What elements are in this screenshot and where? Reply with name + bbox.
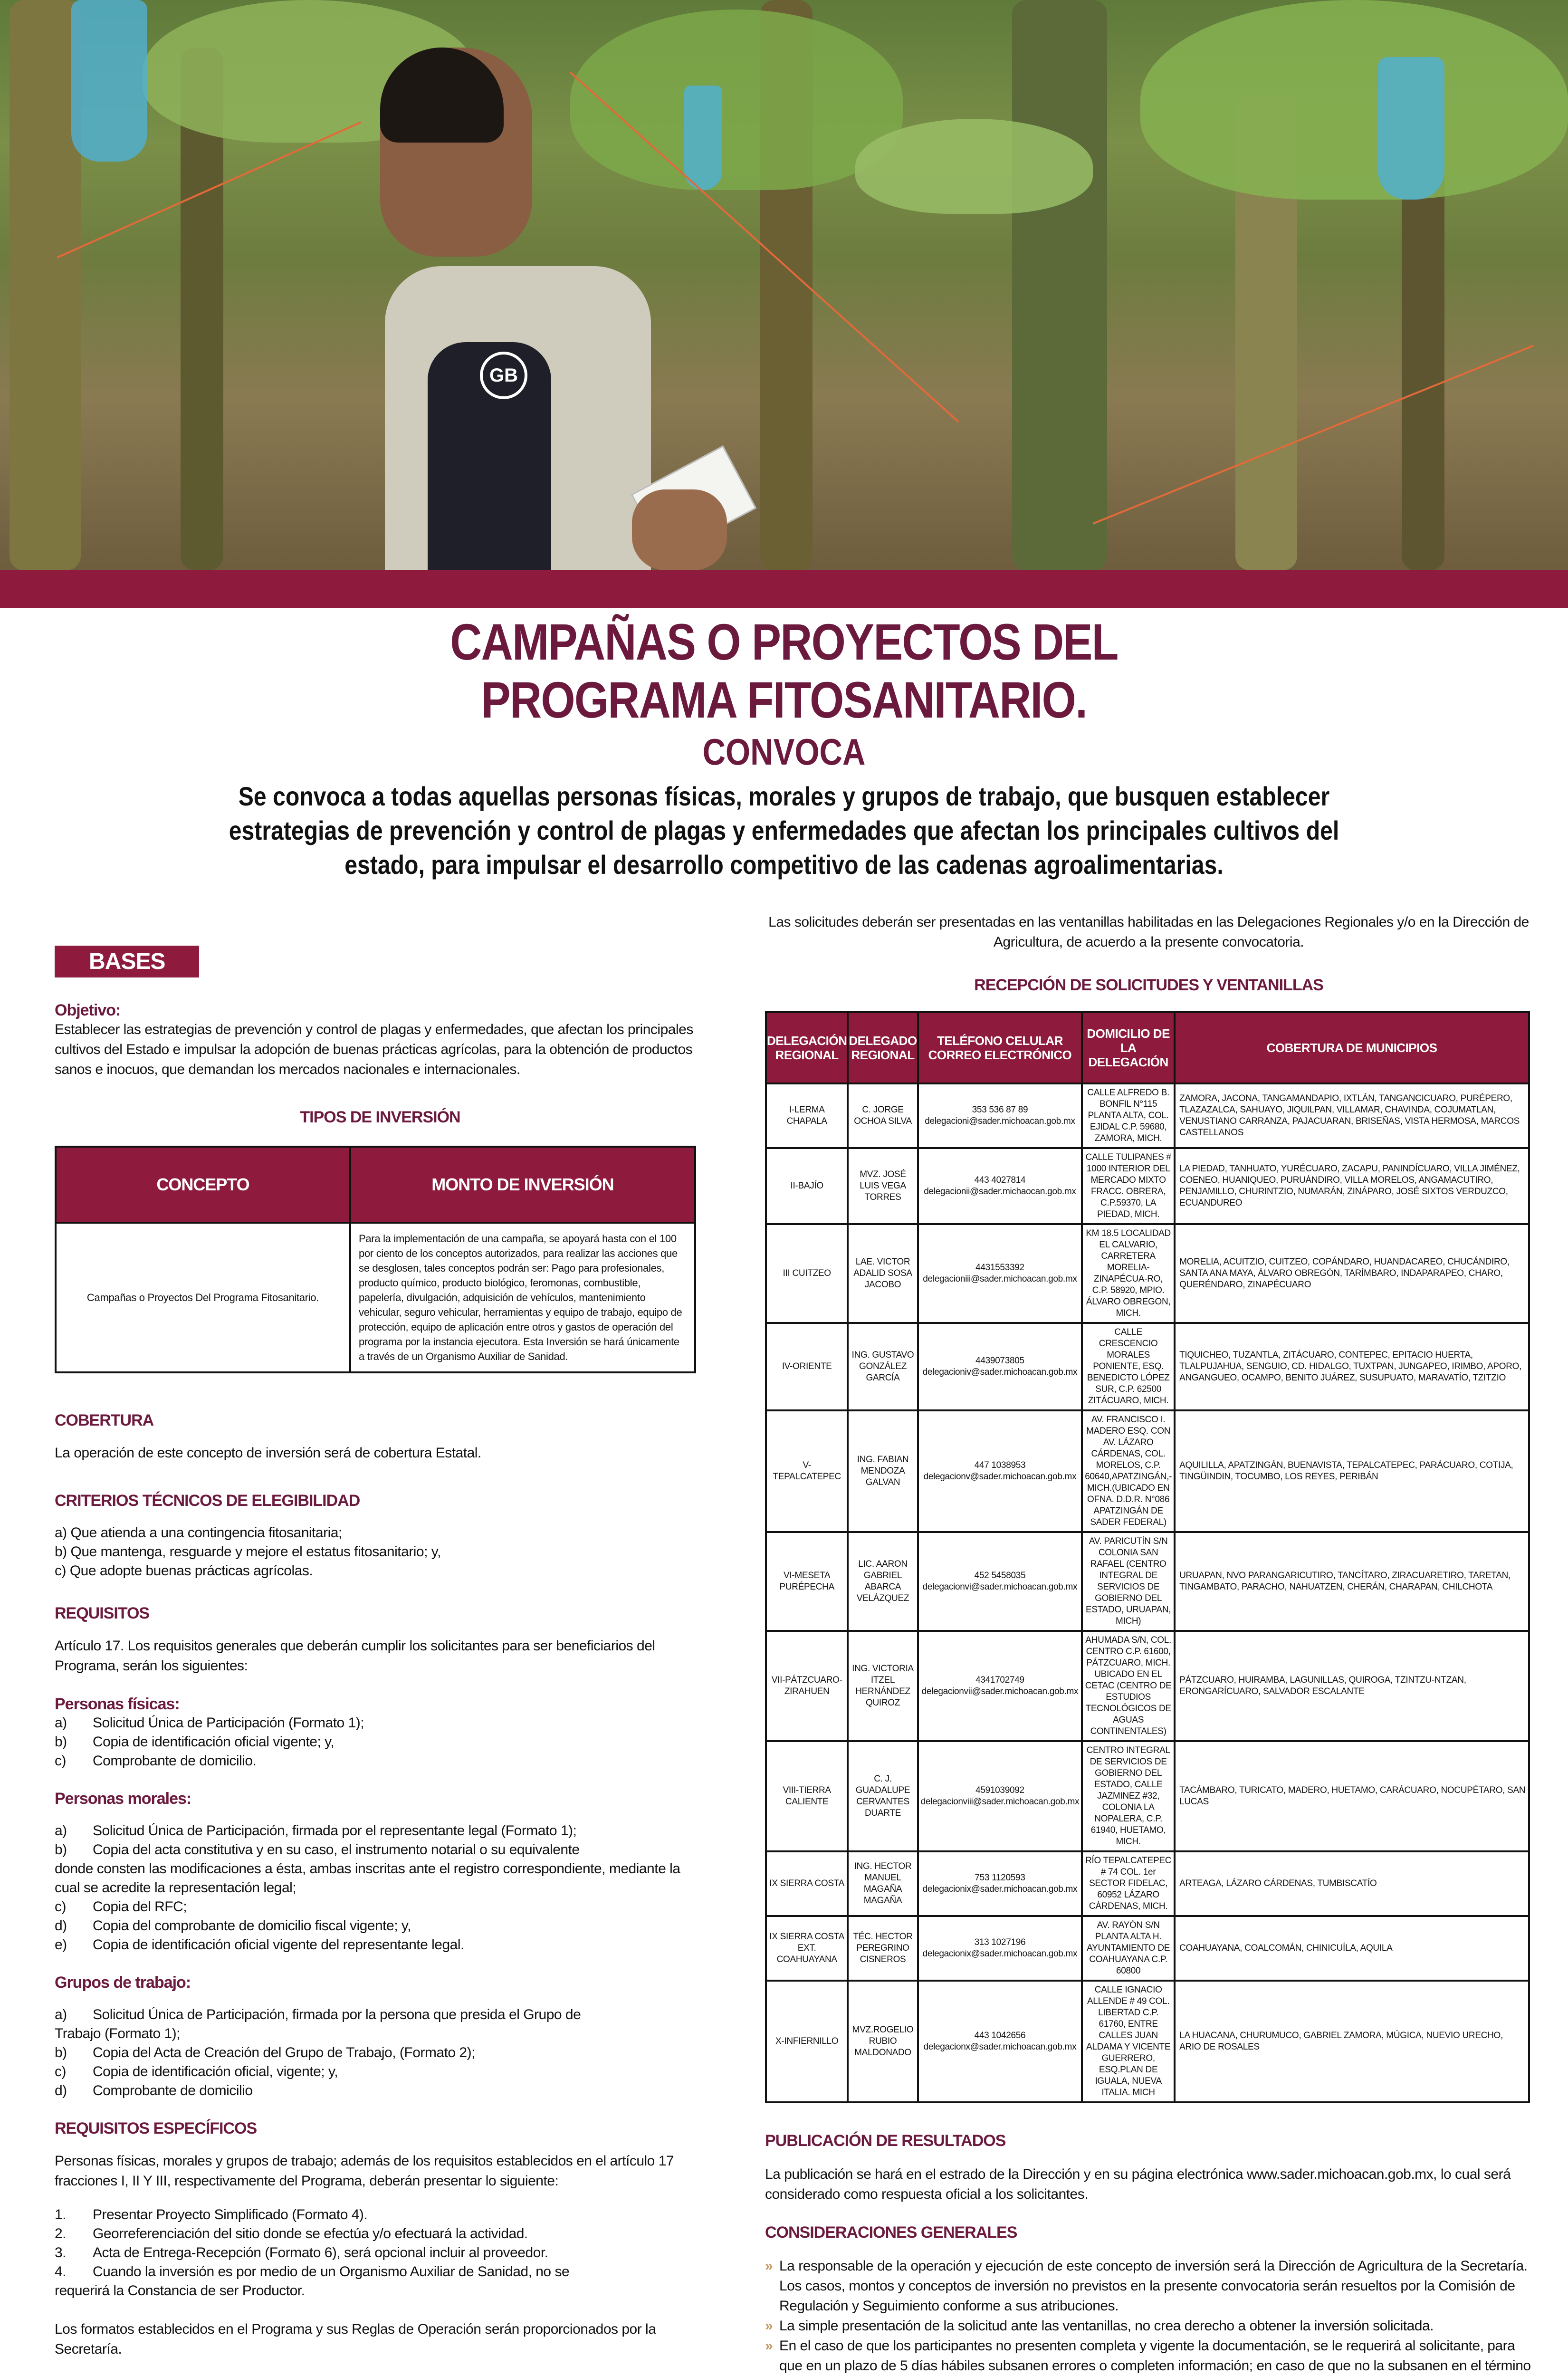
- title-block: [0, 613, 1568, 882]
- list-text-continued: requerirá la Constancia de ser Productor.: [55, 2283, 305, 2299]
- phone: 443 1042656: [974, 2031, 1026, 2041]
- list-item: [55, 1897, 706, 1916]
- phone: 447 1038953: [974, 1460, 1026, 1470]
- morales-list: [55, 1821, 706, 1954]
- contact-cell: [918, 1916, 1082, 1981]
- delegado-cell: ING. GUSTAVO GONZÁLEZ GARCÍA: [848, 1323, 918, 1410]
- region-cell: IX SIERRA COSTA: [766, 1851, 848, 1916]
- region-cell: VII-PÁTZCUARO-ZIRAHUEN: [766, 1631, 848, 1741]
- list-text-continued: Trabajo (Formato 1);: [55, 2026, 180, 2041]
- list-item: [55, 2005, 706, 2024]
- orange-rope: [1092, 345, 1534, 525]
- domicilio-cell: CALLE CRESCENCIO MORALES PONIENTE, ESQ. BENEDICTO LÓPEZ SUR, C.P. 62500 ZITÁCUARO, MICH.: [1082, 1323, 1175, 1410]
- municipios-cell: TIQUICHEO, TUZANTLA, ZITÁCUARO, CONTEPEC, EPITACIO HUERTA, TLALPUJAHUA, SENGUIO, CD. HIDALGO, TUXTPAN, JUNGAPEO, IRIMBO, APORO, ANGANGUEO, OCAMPO, BENITO JUÁREZ, SUSUPUATO, MARAVATÍO, TZITZIO: [1175, 1323, 1529, 1410]
- municipios-cell: URUAPAN, NVO PARANGARICUTIRO, TANCÍTARO, ZIRACUARETIRO, TARETAN, TINGAMBATO, PARACHO, NAHUATZEN, CHERÁN, CHARAPAN, CHILCHOTA: [1175, 1532, 1529, 1631]
- region-cell: V-TEPALCATEPEC: [766, 1410, 848, 1532]
- list-item: [55, 1821, 706, 1840]
- region-cell: IX SIERRA COSTA EXT. COAHUAYANA: [766, 1916, 848, 1981]
- criterios-list: [55, 1523, 706, 1581]
- double-chevron-icon: »: [765, 2338, 773, 2354]
- list-item: [55, 2224, 706, 2243]
- domicilio-cell: AV. RAYÓN S/N PLANTA ALTA H. AYUNTAMIENTO DE COAHUAYANA C.P. 60800: [1082, 1916, 1175, 1981]
- list-marker: b): [55, 1842, 67, 1858]
- email-link[interactable]: delegacionvii@sader.michoacan.gob.mx: [921, 1686, 1079, 1696]
- person-hand: [632, 489, 727, 570]
- list-marker: b): [55, 1734, 67, 1750]
- cobertura-title: COBERTURA: [55, 1411, 154, 1429]
- phone: 4431553392: [975, 1263, 1024, 1273]
- phone: 452 5458035: [974, 1571, 1026, 1581]
- objetivo-text: Establecer las estrategias de prevención y control de plagas y enfermedades, que afectan los principales cultivos del Estado e impulsar la adopción de buenas prácticas agrícolas, para la obtención de productos sanos e inocuos, que demandan los mercados nacionales e internacionales.: [55, 1022, 693, 1077]
- list-item: [55, 1935, 706, 1954]
- list-text: Copia del RFC;: [93, 1899, 187, 1915]
- list-item: [55, 2081, 706, 2100]
- domicilio-cell: RÍO TEPALCATEPEC # 74 COL. 1er SECTOR FIDELAC, 60952 LÁZARO CÁRDENAS, MICH.: [1082, 1851, 1175, 1916]
- email-link[interactable]: delegacionx@sader.michoacan.gob.mx: [923, 2042, 1077, 2052]
- list-text: Copia del Acta de Creación del Grupo de Trabajo, (Formato 2);: [93, 2045, 475, 2060]
- domicilio-cell: CALLE IGNACIO ALLENDE # 49 COL. LIBERTAD C.P. 61760, ENTRE CALLES JUAN ALDAMA Y VICENTE GUERRERO, ESQ.PLAN DE IGUALA, NUEVA ITALIA. MICH: [1082, 1981, 1175, 2102]
- list-item: [55, 1752, 706, 1771]
- delegations-table: [765, 1011, 1530, 2103]
- especificos-list: [55, 2205, 706, 2300]
- banana-trunk: [1012, 0, 1107, 570]
- contact-cell: [918, 1410, 1082, 1532]
- municipios-cell: TACÁMBARO, TURICATO, MADERO, HUETAMO, CARÁCUARO, NOCUPÉTARO, SAN LUCAS: [1175, 1741, 1529, 1851]
- table-row: [766, 1631, 1529, 1741]
- contact-cell: [918, 1083, 1082, 1148]
- page-title: [110, 613, 1458, 729]
- double-chevron-icon: »: [765, 2318, 773, 2334]
- list-text: Copia de identificación oficial, vigente; y,: [93, 2064, 338, 2079]
- region-cell: IV-ORIENTE: [766, 1323, 848, 1410]
- region-cell: II-BAJÍO: [766, 1148, 848, 1224]
- table-row: [766, 1323, 1529, 1410]
- morales-title: Personas morales:: [55, 1790, 191, 1808]
- investment-table: [55, 1146, 696, 1373]
- formatos-text: Los formatos establecidos en el Programa y sus Reglas de Operación serán proporcionados por la Secretaría.: [55, 2321, 656, 2357]
- domicilio-cell: CENTRO INTEGRAL DE SERVICIOS DE GOBIERNO DEL ESTADO, CALLE JAZMINEZ #32, COLONIA LA NOPALERA, C.P. 61940, HUETAMO, MICH.: [1082, 1741, 1175, 1851]
- region-cell: VIII-TIERRA CALIENTE: [766, 1741, 848, 1851]
- list-item: [55, 2043, 706, 2062]
- col-header-domicilio: DOMICILIO DE LA DELEGACIÓN: [1082, 1012, 1175, 1083]
- list-marker: c): [55, 1899, 66, 1915]
- double-chevron-icon: »: [765, 2258, 773, 2274]
- municipios-cell: LA HUACANA, CHURUMUCO, GABRIEL ZAMORA, MÚGICA, NUEVIO URECHO, ARIO DE ROSALES: [1175, 1981, 1529, 2102]
- monto-cell: Para la implementación de una campaña, se apoyará hasta con el 100 por ciento de los conceptos autorizados, para realizar las acciones que se desglosen, tales conceptos podrán ser: Pago para profesionales, producto químico, producto biológico, feromonas, combustible, papelería, divulgación, adquisición de vehículos, mantenimiento vehicular, seguro vehicular, herramientas y equipo de trabajo, equipo de protección, equipo de aplicación entre otros y gastos de operación del programa por la instancia ejecutora. Esta Inversión se hará únicamente a través de un Organismo Auxiliar de Sanidad.: [350, 1223, 695, 1372]
- email-link[interactable]: delegacioniii@sader.michoacan.gob.mx: [923, 1274, 1077, 1284]
- criterio-item: b) Que mantenga, resguarde y mejore el estatus fitosanitario; y,: [55, 1544, 441, 1560]
- municipios-cell: ZAMORA, JACONA, TANGAMANDAPIO, IXTLÁN, TANGANCICUARO, PURÉPERO, TLAZAZALCA, SAHUAYO, JIQUILPAN, VILLAMAR, CHAVINDA, COJUMATLAN, VENUSTIANO CARRANZA, PAJACUARAN, BRISEÑAS, VISTA HERMOSA, MARCOS CASTELLANOS: [1175, 1083, 1529, 1148]
- title-line-2: PROGRAMA FITOSANITARIO.: [481, 671, 1087, 728]
- consideracion-plain: En el caso de que los participantes no presenten completa y vigente la documentación, se le requerirá al solicitante, para que en un plazo de 5 días hábiles subsanen errores o completen información; en caso de que no la subsanen en el término: [779, 2338, 1531, 2374]
- list-text-continued: donde consten las modificaciones a ésta, ambas inscritas ante el registro correspondiente, mediante la cual se acredite la representación legal;: [55, 1861, 680, 1896]
- contact-cell: [918, 1224, 1082, 1323]
- list-text: Georreferenciación del sitio donde se efectúa y/o efectuará la actividad.: [93, 2226, 528, 2242]
- list-marker: d): [55, 1918, 67, 1934]
- especificos-text: Personas físicas, morales y grupos de trabajo; además de los requisitos establecidos en el artículo 17 fracciones I, II Y III, respectivamente del Programa, deberán presentar lo siguiente:: [55, 2153, 674, 2189]
- consideracion-plain: La responsable de la operación y ejecución de este concepto de inversión será la Dirección de Agricultura de la Secretaría. Los casos, montos y conceptos de inversión no previstos en la presente convocatoria serán resueltos por la Comisión de Regulación y Seguimiento conforme a sus atribuciones.: [779, 2258, 1528, 2314]
- table-row: [766, 1148, 1529, 1224]
- concept-cell: Campañas o Proyectos Del Programa Fitosanitario.: [56, 1223, 350, 1372]
- contact-cell: [918, 1981, 1082, 2102]
- criterios-title: CRITERIOS TÉCNICOS DE ELEGIBILIDAD: [55, 1492, 360, 1510]
- consideraciones-list: [765, 2256, 1532, 2376]
- phone: 4439073805: [975, 1356, 1024, 1366]
- list-marker: c): [55, 2064, 66, 2079]
- email-link[interactable]: delegacionix@sader.michoacan.gob.mx: [922, 1949, 1078, 1959]
- list-marker: 1.: [55, 2207, 67, 2223]
- bases-badge: BASES: [55, 946, 199, 977]
- consideracion-item: [765, 2336, 1532, 2376]
- list-item: [55, 1840, 706, 1859]
- list-marker: c): [55, 1753, 66, 1769]
- domicilio-cell: CALLE ALFREDO B. BONFIL N°115 PLANTA ALTA, COL. EJIDAL C.P. 59680, ZAMORA, MICH.: [1082, 1083, 1175, 1148]
- title-line-1: CAMPAÑAS O PROYECTOS DEL: [450, 613, 1118, 671]
- contact-cell: [918, 1741, 1082, 1851]
- phone: 753 1120593: [975, 1873, 1025, 1883]
- table-row: [56, 1223, 695, 1372]
- phone: 4341702749: [975, 1675, 1024, 1685]
- delegado-cell: ING. FABIAN MENDOZA GALVAN: [848, 1410, 918, 1532]
- especificos-title: REQUISITOS ESPECÍFICOS: [55, 2119, 257, 2137]
- consideracion-text: [779, 2256, 1532, 2316]
- consideracion-item: [765, 2316, 1532, 2336]
- list-text: Cuando la inversión es por medio de un Organismo Auxiliar de Sanidad, no se: [93, 2264, 570, 2280]
- delegado-cell: C. JORGE OCHOA SILVA: [848, 1083, 918, 1148]
- contact-cell: [918, 1323, 1082, 1410]
- region-cell: I-LERMA CHAPALA: [766, 1083, 848, 1148]
- list-marker: b): [55, 2045, 67, 2060]
- grupos-title: Grupos de trabajo:: [55, 1974, 191, 1992]
- intro-text: Se convoca a todas aquellas personas físicas, morales y grupos de trabajo, que busquen establecer estrategias de prevención y control de plagas y enfermedades que afectan los principales cultivos del estado, para impulsar el desarrollo competitivo de las cadenas agroalimentarias.: [229, 781, 1339, 880]
- table-row: [766, 1083, 1529, 1148]
- list-text: Acta de Entrega-Recepción (Formato 6), será opcional incluir al proveedor.: [93, 2245, 548, 2261]
- objetivo-title: Objetivo:: [55, 1001, 121, 1019]
- banana-leaf: [1140, 0, 1568, 200]
- table-row: [766, 1532, 1529, 1631]
- blue-fruit-bag: [684, 86, 722, 190]
- phone: 443 4027814: [974, 1175, 1026, 1185]
- list-item: [55, 1714, 706, 1733]
- list-marker: a): [55, 1715, 67, 1731]
- banana-leaf: [855, 119, 1093, 214]
- region-cell: X-INFIERNILLO: [766, 1981, 848, 2102]
- col-header-delegacion: DELEGACIÓN REGIONAL: [766, 1012, 848, 1083]
- delegado-cell: LIC. AARON GABRIEL ABARCA VELÁZQUEZ: [848, 1532, 918, 1631]
- phone: 313 1027196: [974, 1937, 1026, 1947]
- col-header-contacto: TELÉFONO CELULAR CORREO ELECTRÓNICO: [918, 1012, 1082, 1083]
- header-band: [0, 570, 1568, 608]
- list-item: [55, 2243, 706, 2262]
- recepcion-title: RECEPCIÓN DE SOLICITUDES Y VENTANILLAS: [974, 976, 1323, 994]
- list-item: [55, 1916, 706, 1935]
- consideracion-plain: La simple presentación de la solicitud ante las ventanillas, no crea derecho a obtener la inversión solicitada.: [779, 2318, 1434, 2334]
- list-marker: a): [55, 2007, 67, 2022]
- list-text: Copia del acta constitutiva y en su caso, el instrumento notarial o su equivalente: [93, 1842, 580, 1858]
- municipios-cell: LA PIEDAD, TANHUATO, YURÉCUARO, ZACAPU, PANINDÍCUARO, VILLA JIMÉNEZ, COENEO, HUANIQUEO, PURUÁNDIRO, VILLA MORELOS, ANGAMACUTIRO, PENJAMILLO, CHURINTZIO, NUMARÁN, ZINÁPARO, JOSÉ SIXTOS VERDUZCO, ECUANDUREO: [1175, 1148, 1529, 1224]
- hero-photo: [0, 0, 1568, 570]
- domicilio-cell: AV. PARICUTÍN S/N COLONIA SAN RAFAEL (CENTRO INTEGRAL DE SERVICIOS DE GOBIERNO DEL ESTADO, URUAPAN, MICH): [1082, 1532, 1175, 1631]
- phone: 4591039092: [975, 1785, 1024, 1795]
- delegado-cell: LAE. VICTOR ADALID SOSA JACOBO: [848, 1224, 918, 1323]
- list-text: Presentar Proyecto Simplificado (Formato 4).: [93, 2207, 368, 2223]
- right-column: [765, 912, 1532, 2376]
- email-link[interactable]: delegacioniv@sader.michoacan.gob.mx: [922, 1367, 1078, 1377]
- list-marker: 2.: [55, 2226, 67, 2242]
- domicilio-cell: AV. FRANCISCO I. MADERO ESQ. CON AV. LÁZARO CÁRDENAS, COL. MORELOS, C.P. 60640,APATZINGÁN,-MICH.(UBICADO EN OFNA. D.D.R. N°086 APATZINGÁN DE SADER FEDERAL): [1082, 1410, 1175, 1532]
- criterio-item: a) Que atienda a una contingencia fitosanitaria;: [55, 1525, 342, 1541]
- phone: 353 536 87 89: [972, 1105, 1028, 1115]
- list-marker: a): [55, 1823, 67, 1839]
- cobertura-text: La operación de este concepto de inversión será de cobertura Estatal.: [55, 1445, 481, 1461]
- contact-cell: [918, 1851, 1082, 1916]
- list-text: Comprobante de domicilio: [93, 2083, 253, 2098]
- domicilio-cell: CALLE TULIPANES # 1000 INTERIOR DEL MERCADO MIXTO FRACC. OBRERA, C.P.59370, LA PIEDAD, MICH.: [1082, 1148, 1175, 1224]
- contact-cell: [918, 1148, 1082, 1224]
- list-item: [55, 1733, 706, 1752]
- consideracion-text: [779, 2336, 1532, 2376]
- banana-trunk: [10, 0, 81, 570]
- email-link[interactable]: delegacionviii@sader.michoacan.gob.mx: [920, 1797, 1080, 1807]
- list-text: Copia de identificación oficial vigente del representante legal.: [93, 1937, 464, 1953]
- fisicas-list: [55, 1714, 706, 1771]
- gb-logo-icon: GB: [480, 352, 527, 399]
- criterio-item: c) Que adopte buenas prácticas agrícolas.: [55, 1563, 313, 1579]
- domicilio-cell: AHUMADA S/N, COL. CENTRO C.P. 61600, PÁTZCUARO, MICH. UBICADO EN EL CETAC (CENTRO DE ESTUDIOS TECNOLÓGICOS DE AGUAS CONTINENTALES): [1082, 1631, 1175, 1741]
- left-column: [55, 946, 706, 2376]
- table-row: [766, 1916, 1529, 1981]
- list-marker: 3.: [55, 2245, 67, 2261]
- email-link[interactable]: delegacioni@sader.michoacan.gob.mx: [925, 1116, 1075, 1126]
- consideracion-text: [779, 2316, 1434, 2336]
- requisitos-text: Artículo 17. Los requisitos generales que deberán cumplir los solicitantes para ser beneficiarios del Programa, serán los siguientes:: [55, 1638, 655, 1674]
- blue-fruit-bag: [1378, 57, 1444, 200]
- list-text: Solicitud Única de Participación, firmada por la persona que presida el Grupo de: [93, 2007, 581, 2022]
- email-link[interactable]: delegacionvi@sader.michoacan.gob.mx: [922, 1582, 1078, 1592]
- fisicas-title: Personas físicas:: [55, 1695, 180, 1713]
- table-row: [766, 1981, 1529, 2102]
- col-header-delegado: DELEGADO REGIONAL: [848, 1012, 918, 1083]
- list-text: Copia del comprobante de domicilio fiscal vigente; y,: [93, 1918, 411, 1934]
- publicacion-text: La publicación se hará en el estrado de la Dirección y en su página electrónica www.sader.michoacan.gob.mx, lo cual será considerado como respuesta oficial a los solicitantes.: [765, 2166, 1511, 2202]
- list-marker: e): [55, 1937, 67, 1953]
- municipios-cell: COAHUAYANA, COALCOMÁN, CHINICUÍLA, AQUILA: [1175, 1916, 1529, 1981]
- list-marker: 4.: [55, 2264, 67, 2280]
- delegado-cell: MVZ.ROGELIO RUBIO MALDONADO: [848, 1981, 918, 2102]
- grupos-list: [55, 2005, 706, 2100]
- publicacion-title: PUBLICACIÓN DE RESULTADOS: [765, 2132, 1006, 2150]
- domicilio-cell: KM 18.5 LOCALIDAD EL CALVARIO, CARRETERA MORELIA-ZINAPÉCUA-RO, C.P. 58920, MPIO. ÁLVARO OBREGON, MICH.: [1082, 1224, 1175, 1323]
- requisitos-title: REQUISITOS: [55, 1604, 150, 1622]
- table-row: [766, 1410, 1529, 1532]
- delegado-cell: C. J. GUADALUPE CERVANTES DUARTE: [848, 1741, 918, 1851]
- col-header-municipios: COBERTURA DE MUNICIPIOS: [1175, 1012, 1529, 1083]
- blue-fruit-bag: [71, 0, 147, 162]
- table-row: [766, 1741, 1529, 1851]
- tipos-title: TIPOS DE INVERSIÓN: [300, 1108, 460, 1126]
- list-item: [55, 2262, 706, 2281]
- municipios-cell: AQUILILLA, APATZINGÁN, BUENAVISTA, TEPALCATEPEC, PARÁCUARO, COTIJA, TINGÜINDIN, TOCUMBO, LOS REYES, PERIBÁN: [1175, 1410, 1529, 1532]
- email-link[interactable]: delegacionix@sader.michoacan.gob.mx: [922, 1884, 1078, 1894]
- region-cell: III CUITZEO: [766, 1224, 848, 1323]
- contact-cell: [918, 1631, 1082, 1741]
- email-link[interactable]: delegacionv@sader.michoacan.gob.mx: [923, 1472, 1077, 1482]
- list-text: Copia de identificación oficial vigente; y,: [93, 1734, 335, 1750]
- delegado-cell: TÉC. HECTOR PEREGRINO CISNEROS: [848, 1916, 918, 1981]
- municipios-cell: PÁTZCUARO, HUIRAMBA, LAGUNILLAS, QUIROGA, TZINTZU-NTZAN, ERONGARÍCUARO, SALVADOR ESCALANTE: [1175, 1631, 1529, 1741]
- delegado-cell: ING. VICTORIA ITZEL HERNÁNDEZ QUIROZ: [848, 1631, 918, 1741]
- consideraciones-title: CONSIDERACIONES GENERALES: [765, 2223, 1017, 2242]
- solicitudes-text: Las solicitudes deberán ser presentadas en las ventanillas habilitadas en las Delegaciones Regionales y/o en la Dirección de Agricultura, de acuerdo a la presente convocatoria.: [768, 914, 1529, 950]
- contact-cell: [918, 1532, 1082, 1631]
- convoca-heading: CONVOCA: [702, 731, 866, 773]
- col-header-monto: MONTO DE INVERSIÓN: [350, 1147, 695, 1223]
- consideracion-item: [765, 2256, 1532, 2316]
- region-cell: VI-MESETA PURÉPECHA: [766, 1532, 848, 1631]
- list-item: [55, 2062, 706, 2081]
- email-link[interactable]: delegacionii@sader.michaocan.gob.mx: [924, 1187, 1076, 1197]
- table-row: [766, 1224, 1529, 1323]
- list-text: Solicitud Única de Participación, firmada por el representante legal (Formato 1);: [93, 1823, 577, 1839]
- col-header-concepto: CONCEPTO: [56, 1147, 350, 1223]
- list-text: Solicitud Única de Participación (Formato 1);: [93, 1715, 364, 1731]
- municipios-cell: ARTEAGA, LÁZARO CÁRDENAS, TUMBISCATÍO: [1175, 1851, 1529, 1916]
- banana-leaf: [570, 10, 903, 190]
- delegado-cell: ING. HECTOR MANUEL MAGAÑA MAGAÑA: [848, 1851, 918, 1916]
- delegado-cell: MVZ. JOSÉ LUIS VEGA TORRES: [848, 1148, 918, 1224]
- list-marker: d): [55, 2083, 67, 2098]
- list-text: Comprobante de domicilio.: [93, 1753, 257, 1769]
- list-item: [55, 2205, 706, 2224]
- municipios-cell: MORELIA, ACUITZIO, CUITZEO, COPÁNDARO, HUANDACAREO, CHUCÁNDIRO, SANTA ANA MAYA, ÁLVARO OBREGÓN, TARÍMBARO, INDAPARAPEO, CHARO, QUERÉNDARO, ZINAPÉCUARO: [1175, 1224, 1529, 1323]
- table-row: [766, 1851, 1529, 1916]
